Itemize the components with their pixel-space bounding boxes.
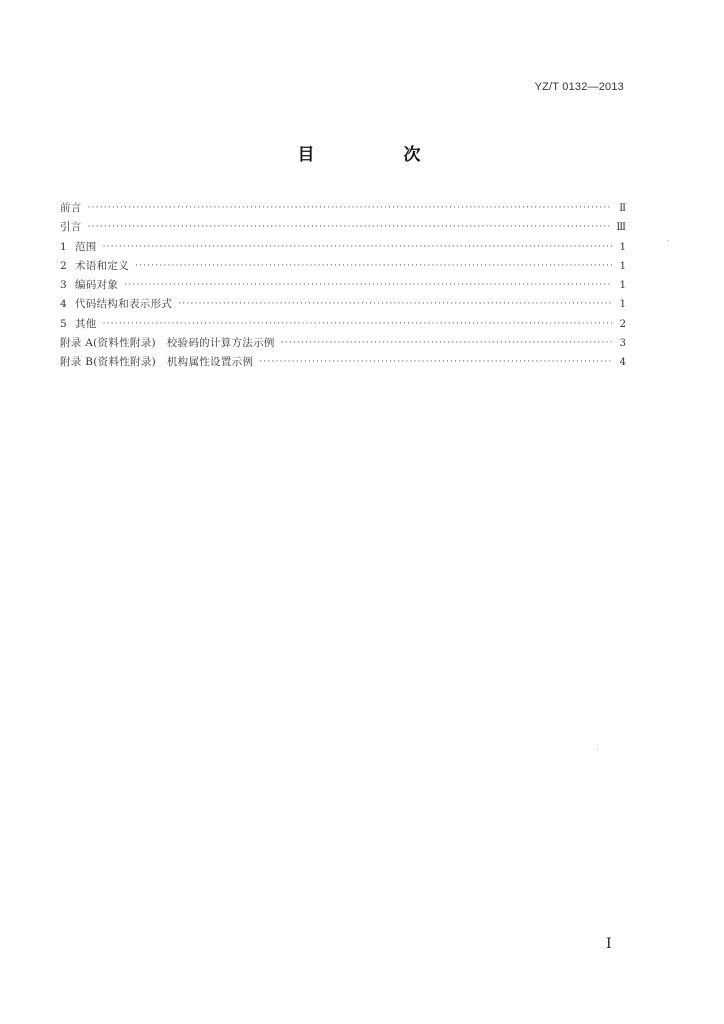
toc-leader-dots <box>178 295 612 314</box>
toc-leader-dots <box>135 257 612 276</box>
toc-entry-label: 附录 B(资料性附录) 机构属性设置示例 <box>60 356 254 369</box>
toc-entry-label: 其他 <box>75 317 97 330</box>
toc-entry-coding-objects[interactable] <box>60 276 626 295</box>
toc-entry-page: Ⅲ <box>616 222 626 234</box>
toc-entry-number: 3 <box>60 279 67 292</box>
toc-entry-label: 代码结构和表示形式 <box>75 298 173 311</box>
document-code: YZ/T 0132—2013 <box>534 81 624 93</box>
toc-entry-label: 附录 A(资料性附录) 校验码的计算方法示例 <box>60 337 275 350</box>
toc-entry-label: 引言 <box>60 221 82 234</box>
toc-title: 目 次 <box>297 145 457 165</box>
toc-entry-terms[interactable] <box>60 257 626 276</box>
toc-entry-appendix-b[interactable] <box>60 353 626 372</box>
toc-leader-dots <box>124 276 612 295</box>
toc-entry-page: 3 <box>619 338 626 350</box>
toc-leader-dots <box>103 238 612 257</box>
toc-entry-scope[interactable] <box>60 238 626 257</box>
toc-leader-dots <box>88 218 611 237</box>
toc-leader-dots <box>88 199 612 218</box>
toc-entry-label: 术语和定义 <box>75 259 129 272</box>
toc-entry-other[interactable] <box>60 315 626 334</box>
toc-entry-label: 前言 <box>60 202 82 214</box>
toc-entry-introduction[interactable] <box>60 218 626 237</box>
toc-entry-number: 2 <box>60 259 67 272</box>
toc-entry-page: 1 <box>619 299 626 311</box>
toc-leader-dots <box>259 353 612 372</box>
toc-leader-dots <box>281 334 612 353</box>
page-number: Ⅰ <box>606 936 612 952</box>
toc-entry-label: 编码对象 <box>75 279 119 292</box>
toc-entry-code-structure[interactable] <box>60 295 626 314</box>
toc-entry-number: 1 <box>60 240 67 253</box>
toc-entry-number: 4 <box>60 298 67 311</box>
toc-entry-appendix-a[interactable] <box>60 334 626 353</box>
toc-entry-page: 4 <box>619 357 626 369</box>
table-of-contents <box>60 199 626 373</box>
toc-leader-dots <box>103 315 612 334</box>
toc-entry-page: 2 <box>619 318 626 330</box>
toc-entry-foreword[interactable] <box>60 199 626 218</box>
toc-entry-number: 5 <box>60 317 67 330</box>
toc-entry-page: 1 <box>619 260 626 272</box>
toc-entry-page: 1 <box>619 241 626 253</box>
scan-speck <box>597 749 598 750</box>
toc-entry-page: Ⅱ <box>619 203 626 214</box>
toc-entry-label: 范围 <box>75 240 97 253</box>
toc-entry-page: 1 <box>619 280 626 292</box>
scan-speck <box>667 240 668 241</box>
